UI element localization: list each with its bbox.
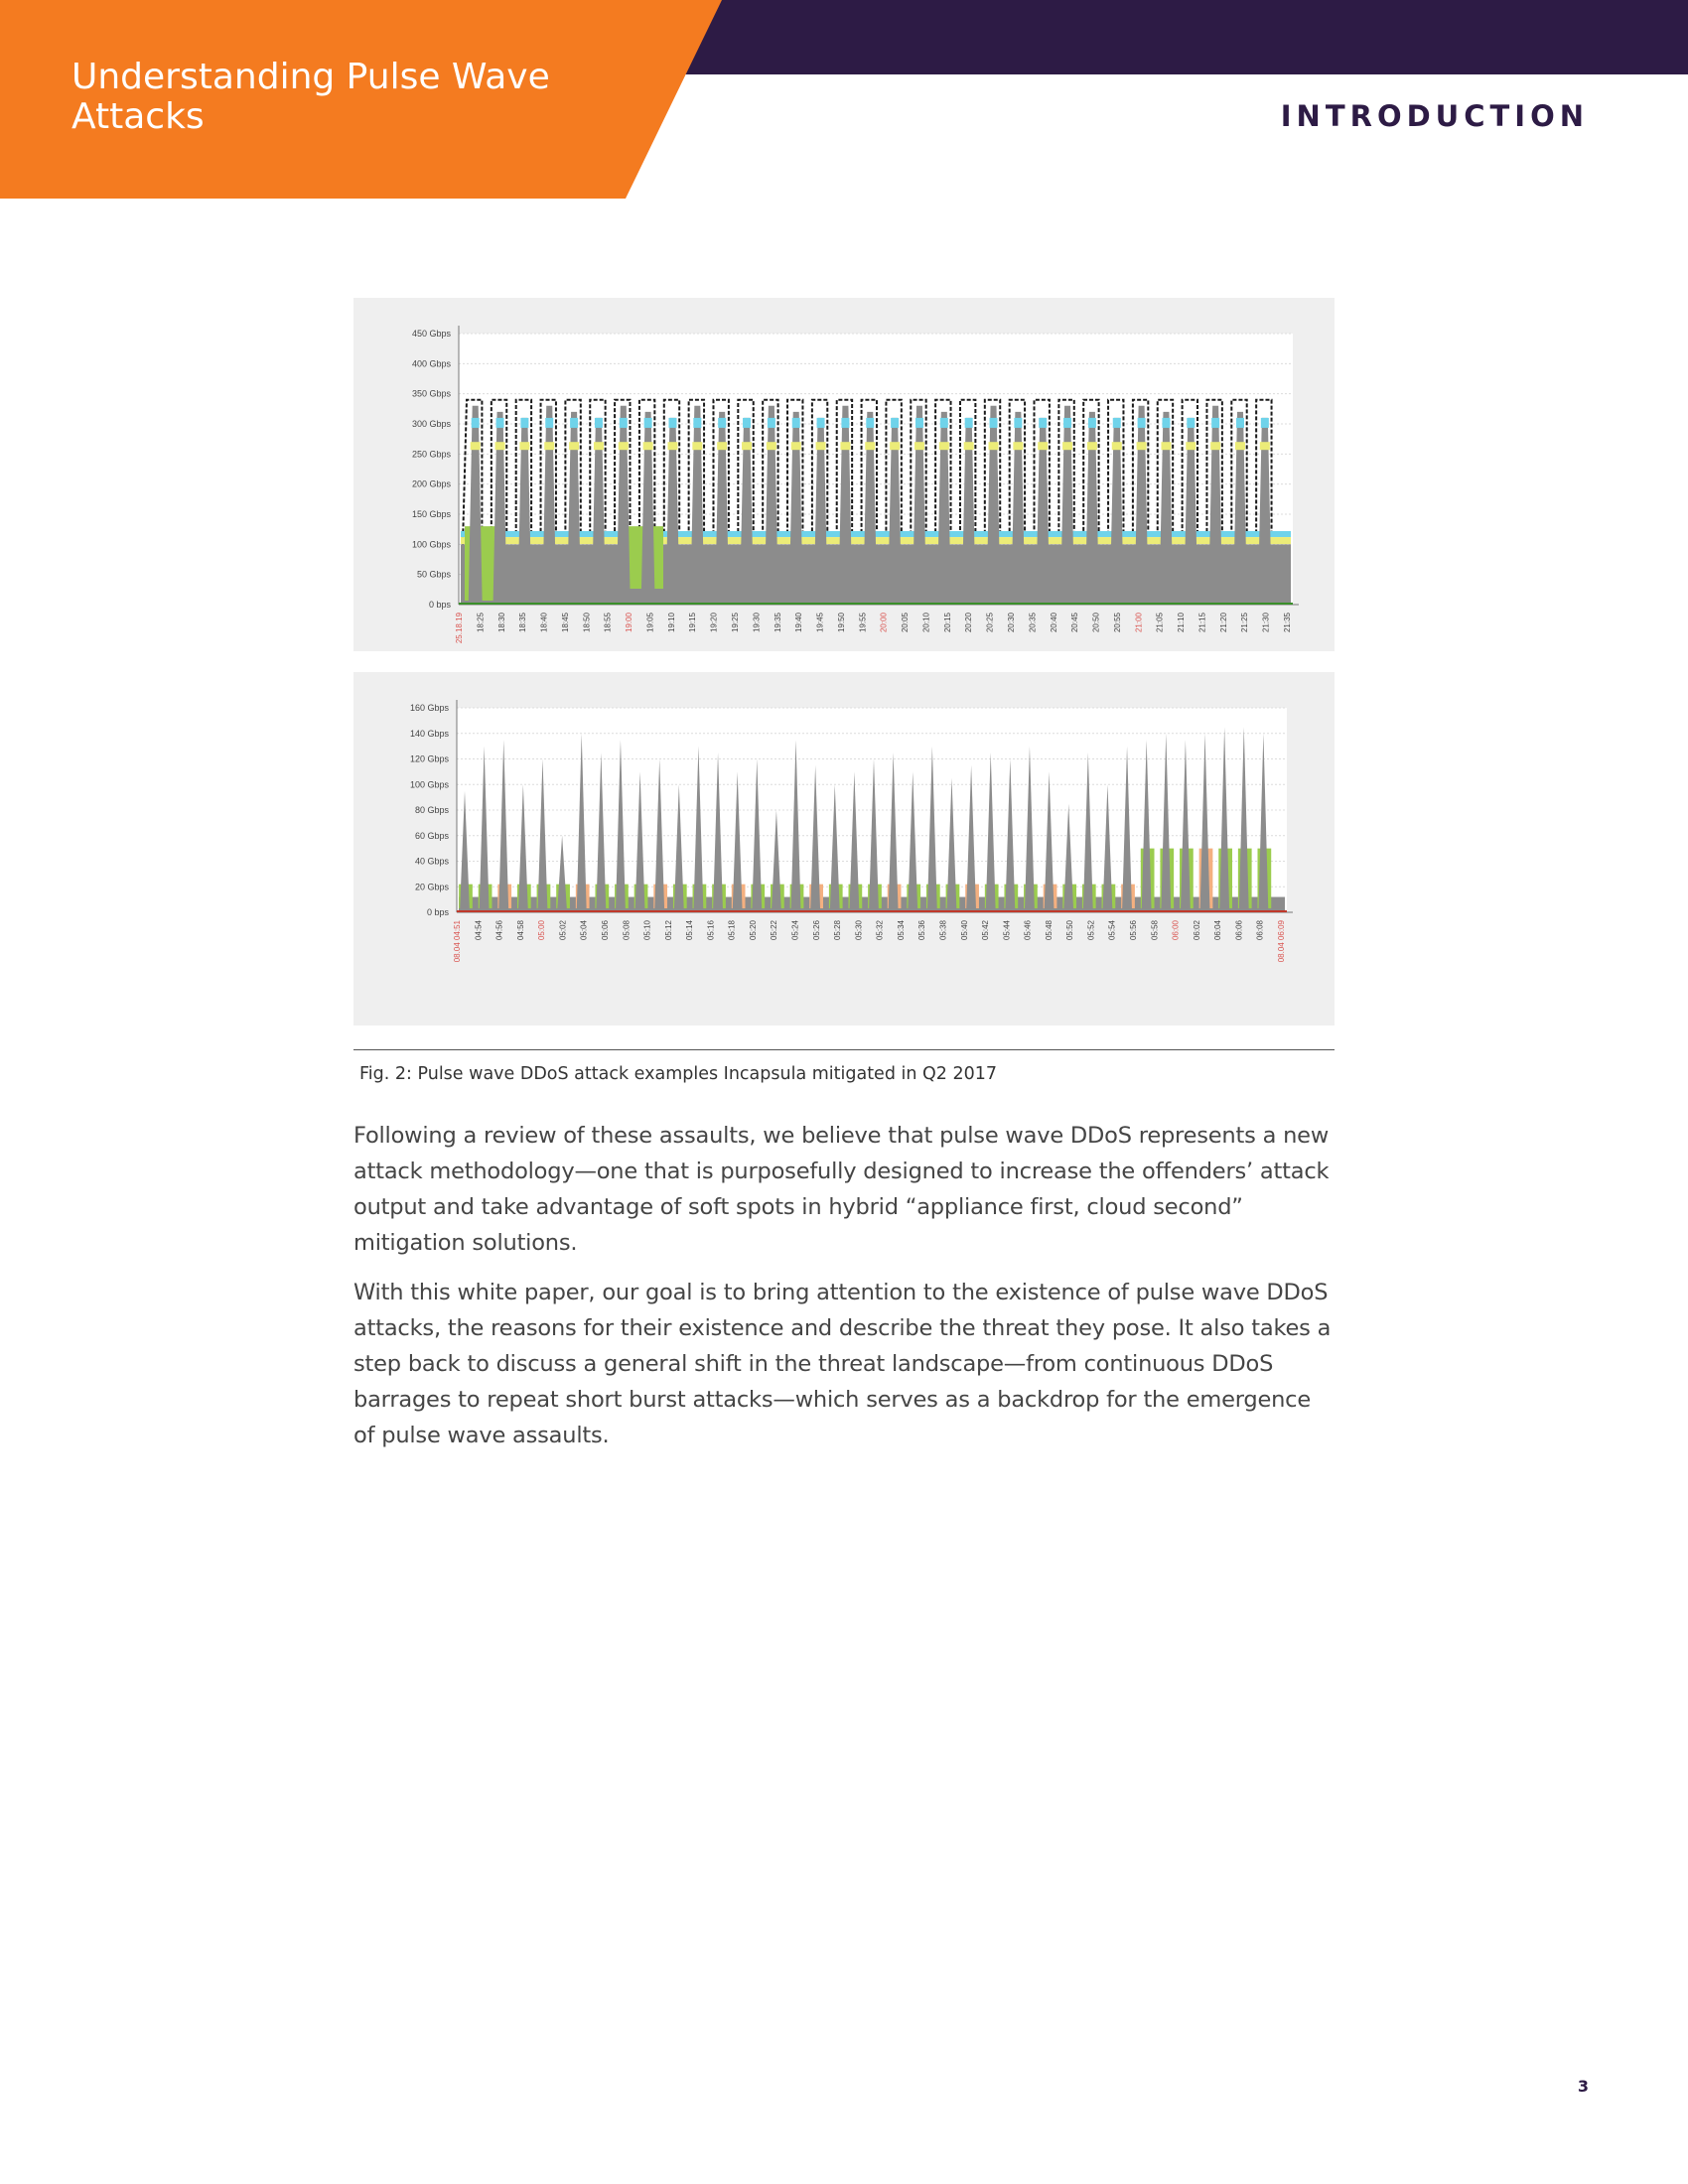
chart1-x-tick-label: 21:15 xyxy=(1197,613,1207,633)
chart2-x-tick-label: 05:50 xyxy=(1065,920,1075,941)
chart2-x-tick-label: 05:28 xyxy=(833,920,843,941)
chart1-pulse-yellow xyxy=(495,442,505,450)
chart1-pulse-cyan xyxy=(668,418,676,428)
chart1-pulse-yellow xyxy=(767,442,776,450)
chart1-x-tick-label: 19:20 xyxy=(709,613,719,633)
chart1-pulse-yellow xyxy=(890,442,900,450)
chart1-x-tick-label: 21:10 xyxy=(1177,613,1187,633)
chart1-x-tick-label: 21:00 xyxy=(1134,613,1144,633)
chart1-pulse-yellow xyxy=(742,442,752,450)
chart2-x-tick-label: 05:48 xyxy=(1044,920,1054,941)
chart1-pulse-yellow xyxy=(667,442,677,450)
chart1-x-tick-label: 19:00 xyxy=(625,613,634,633)
chart2-x-tick-label: 05:42 xyxy=(981,920,991,941)
chart1-pulse-yellow xyxy=(816,442,826,450)
chart1-x-tick-label: 20:30 xyxy=(1007,613,1016,633)
chart1-pulse-yellow xyxy=(471,442,481,450)
chart1-x-tick-label: 20:05 xyxy=(901,613,911,633)
chart1-y-tick-label: 400 Gbps xyxy=(411,358,451,369)
chart2-x-tick-label: 05:32 xyxy=(875,920,885,941)
chart2-x-tick-label: 06:00 xyxy=(1171,920,1181,941)
chart1-pulse-yellow xyxy=(643,442,653,450)
chart1-pulse-cyan xyxy=(792,418,800,428)
chart1-x-tick-label: 21:20 xyxy=(1218,613,1228,633)
chart1-x-tick-label: 18:50 xyxy=(582,613,592,633)
chart1-pulse-cyan xyxy=(1236,418,1244,428)
chart1-x-tick-label: 19:30 xyxy=(752,613,762,633)
chart1-pulse-yellow xyxy=(1161,442,1171,450)
pulse-chart-2 xyxy=(353,672,1335,1025)
chart1-pulse-yellow xyxy=(1137,442,1147,450)
chart1-y-tick-label: 0 bps xyxy=(428,600,451,610)
chart1-pulse-cyan xyxy=(768,418,775,428)
chart1-pulse-cyan xyxy=(940,418,948,428)
chart1-x-tick-label: 19:10 xyxy=(666,613,676,633)
chart1-x-tick-label: 19:55 xyxy=(858,613,868,633)
chart1-x-tick-label: 20:25 xyxy=(985,613,995,633)
chart1-y-tick-label: 350 Gbps xyxy=(411,388,451,399)
chart1-pulse-cyan xyxy=(693,418,701,428)
chart1-pulse-cyan xyxy=(718,418,726,428)
chart1-x-tick-label: 18:30 xyxy=(496,613,506,633)
chart1-pulse-yellow xyxy=(939,442,949,450)
chart2-y-tick-label: 140 Gbps xyxy=(409,728,449,739)
chart1-y-tick-label: 300 Gbps xyxy=(411,419,451,429)
chart1-x-tick-label: 18:45 xyxy=(560,613,570,633)
section-label: INTRODUCTION xyxy=(1280,99,1589,133)
chart1-x-tick-label: 19:35 xyxy=(773,613,782,633)
chart1-pulse-cyan xyxy=(965,418,973,428)
chart1-pulse-cyan xyxy=(1138,418,1146,428)
body-paragraph-1: Following a review of these assaults, we believe that pulse wave DDoS represents a new attack methodology—one that is purposefully designed to increase the offenders’ attack output and take advantage of soft spots in hybrid “appliance first, cloud second” mitigation solutions. xyxy=(353,1123,1330,1256)
chart1-pulse-yellow xyxy=(914,442,924,450)
chart1-pulse-yellow xyxy=(1260,442,1270,450)
chart2-x-tick-label: 05:06 xyxy=(600,920,610,941)
chart1-pulse-cyan xyxy=(1187,418,1195,428)
chart1-pulse-cyan xyxy=(1113,418,1121,428)
chart1-pulse-cyan xyxy=(866,418,874,428)
chart1-y-tick-label: 50 Gbps xyxy=(416,569,451,580)
chart2-x-tick-label: 05:18 xyxy=(727,920,737,941)
chart1-x-tick-label: 19:45 xyxy=(815,613,825,633)
chart2-x-tick-label: 04:54 xyxy=(474,920,484,941)
chart1-pulse-cyan xyxy=(472,418,480,428)
chart2-x-tick-label: 08.04 04:51 xyxy=(453,920,462,963)
chart2-x-tick-label: 05:46 xyxy=(1023,920,1033,941)
chart1-x-tick-label: 20:10 xyxy=(921,613,931,633)
chart1-x-tick-label: 19:40 xyxy=(794,613,804,633)
chart1-pulse-yellow xyxy=(964,442,974,450)
chart2-x-tick-label: 05:12 xyxy=(663,920,673,941)
chart-panel-2 xyxy=(353,672,1335,1025)
chart1-pulse-yellow xyxy=(619,442,629,450)
chart-panel-1 xyxy=(353,298,1335,651)
chart1-pulse-yellow xyxy=(1087,442,1097,450)
header-purple-band xyxy=(657,0,1688,74)
chart1-x-tick-label: 19:50 xyxy=(836,613,846,633)
chart2-x-tick-label: 04:58 xyxy=(515,920,525,941)
chart1-pulse-yellow xyxy=(519,442,529,450)
chart1-pulse-yellow xyxy=(1112,442,1122,450)
chart1-x-tick-label: 21:05 xyxy=(1155,613,1165,633)
document-title: Understanding Pulse Wave Attacks xyxy=(71,57,550,137)
chart2-y-tick-label: 40 Gbps xyxy=(414,856,449,867)
chart1-pulse-cyan xyxy=(990,418,998,428)
chart2-x-tick-label: 05:52 xyxy=(1086,920,1096,941)
chart1-x-tick-label: 19:15 xyxy=(688,613,698,633)
chart2-x-tick-label: 05:44 xyxy=(1002,920,1012,941)
chart1-y-tick-label: 150 Gbps xyxy=(411,509,451,519)
chart1-pulse-cyan xyxy=(570,418,578,428)
chart2-y-tick-label: 80 Gbps xyxy=(414,805,449,815)
chart1-pulse-yellow xyxy=(594,442,604,450)
chart1-pulse-yellow xyxy=(692,442,702,450)
chart2-x-tick-label: 05:40 xyxy=(959,920,969,941)
chart1-pulse-cyan xyxy=(620,418,628,428)
chart1-pulse-yellow xyxy=(1235,442,1245,450)
chart1-pulse-yellow xyxy=(1062,442,1072,450)
chart1-pulse-yellow xyxy=(840,442,850,450)
chart1-pulse-cyan xyxy=(817,418,825,428)
chart2-x-tick-label: 05:30 xyxy=(854,920,864,941)
chart2-x-tick-label: 06:08 xyxy=(1255,920,1265,941)
chart1-pulse-yellow xyxy=(791,442,801,450)
chart1-pulse-cyan xyxy=(1088,418,1096,428)
chart1-pulse-cyan xyxy=(1162,418,1170,428)
chart2-x-tick-label: 05:14 xyxy=(685,920,695,941)
chart1-x-tick-label: 18:35 xyxy=(518,613,528,633)
chart2-x-tick-label: 06:04 xyxy=(1213,920,1223,941)
chart2-x-tick-label: 08.04 06:09 xyxy=(1277,920,1286,963)
chart2-y-tick-label: 60 Gbps xyxy=(414,830,449,841)
chart1-x-tick-label: 19:25 xyxy=(731,613,740,633)
chart1-y-tick-label: 100 Gbps xyxy=(411,539,451,550)
chart1-pulse-yellow xyxy=(1013,442,1023,450)
chart1-x-tick-label: 20:15 xyxy=(942,613,952,633)
chart1-y-tick-label: 250 Gbps xyxy=(411,449,451,460)
chart2-y-tick-label: 120 Gbps xyxy=(409,753,449,764)
chart1-pulse-cyan xyxy=(520,418,528,428)
chart2-x-tick-label: 05:20 xyxy=(748,920,758,941)
chart2-x-tick-label: 05:00 xyxy=(537,920,547,941)
chart2-x-tick-label: 06:06 xyxy=(1234,920,1244,941)
chart2-y-tick-label: 20 Gbps xyxy=(414,882,449,892)
chart1-y-tick-label: 450 Gbps xyxy=(411,329,451,339)
chart2-x-tick-label: 05:36 xyxy=(917,920,927,941)
pulse-chart-1 xyxy=(353,298,1335,651)
chart1-pulse-yellow xyxy=(865,442,875,450)
chart1-pulse-yellow xyxy=(1210,442,1220,450)
chart2-x-tick-label: 05:02 xyxy=(558,920,568,941)
chart1-pulse-cyan xyxy=(1211,418,1219,428)
chart1-pulse-cyan xyxy=(743,418,751,428)
chart2-x-tick-label: 06:02 xyxy=(1192,920,1201,941)
chart1-pulse-cyan xyxy=(1014,418,1022,428)
chart1-pulse-yellow xyxy=(544,442,554,450)
chart2-x-tick-label: 05:54 xyxy=(1107,920,1117,941)
chart2-y-tick-label: 100 Gbps xyxy=(409,779,449,790)
chart1-pulse-cyan xyxy=(1063,418,1071,428)
chart1-pulse-yellow xyxy=(717,442,727,450)
chart2-x-tick-label: 05:08 xyxy=(622,920,632,941)
chart2-x-tick-label: 04:56 xyxy=(494,920,504,941)
chart1-pulse-yellow xyxy=(989,442,999,450)
chart2-x-tick-label: 05:04 xyxy=(579,920,589,941)
chart1-x-tick-label: 21:25 xyxy=(1240,613,1250,633)
chart1-pulse-cyan xyxy=(545,418,553,428)
chart1-pulse-yellow xyxy=(569,442,579,450)
chart1-pulse-cyan xyxy=(915,418,923,428)
chart1-x-tick-label: 18:55 xyxy=(603,613,613,633)
chart2-y-tick-label: 0 bps xyxy=(426,907,449,917)
chart1-x-tick-label: 21:35 xyxy=(1283,613,1292,633)
body-paragraph-2: With this white paper, our goal is to bring attention to the existence of pulse wave DDoS attacks, the reasons for their existence and describe the threat they pose. It also takes a step back to discuss a general shift in the threat landscape—from continuous DDoS barrages to repeat short burst attacks—which serves as a backdrop for the emergence of pulse wave assaults. xyxy=(353,1280,1332,1448)
chart1-y-tick-label: 200 Gbps xyxy=(411,478,451,489)
chart1-x-tick-label: 25.18.19 xyxy=(455,613,464,644)
chart1-x-tick-label: 18:40 xyxy=(539,613,549,633)
chart1-pulse-cyan xyxy=(1261,418,1269,428)
chart1-x-tick-label: 21:30 xyxy=(1261,613,1271,633)
chart1-x-tick-label: 20:55 xyxy=(1112,613,1122,633)
chart1-pulse-cyan xyxy=(644,418,652,428)
chart2-x-tick-label: 05:56 xyxy=(1129,920,1139,941)
chart2-x-tick-label: 05:26 xyxy=(811,920,821,941)
chart1-pulse-cyan xyxy=(496,418,504,428)
chart2-x-tick-label: 05:10 xyxy=(642,920,652,941)
chart1-x-tick-label: 18:25 xyxy=(476,613,486,633)
page-number: 3 xyxy=(1577,2077,1589,2096)
chart2-x-tick-label: 05:38 xyxy=(938,920,948,941)
chart1-pulse-cyan xyxy=(841,418,849,428)
chart1-x-tick-label: 20:45 xyxy=(1070,613,1080,633)
chart1-pulse-yellow xyxy=(1038,442,1048,450)
chart1-x-tick-label: 20:35 xyxy=(1028,613,1038,633)
figure-caption: Fig. 2: Pulse wave DDoS attack examples Incapsula mitigated in Q2 2017 xyxy=(359,1064,998,1084)
figure-divider xyxy=(353,1049,1335,1050)
chart1-pulse-yellow xyxy=(1186,442,1196,450)
chart2-x-tick-label: 05:22 xyxy=(770,920,779,941)
chart1-x-tick-label: 20:00 xyxy=(879,613,889,633)
chart2-x-tick-label: 05:24 xyxy=(790,920,800,941)
chart1-pulse-cyan xyxy=(891,418,899,428)
chart1-x-tick-label: 20:50 xyxy=(1091,613,1101,633)
chart2-x-tick-label: 05:34 xyxy=(896,920,906,941)
chart1-x-tick-label: 20:40 xyxy=(1049,613,1058,633)
chart1-pulse-cyan xyxy=(595,418,603,428)
chart1-pulse-cyan xyxy=(1039,418,1047,428)
chart1-x-tick-label: 20:20 xyxy=(964,613,974,633)
chart2-y-tick-label: 160 Gbps xyxy=(409,703,449,713)
chart1-x-tick-label: 19:05 xyxy=(645,613,655,633)
chart2-x-tick-label: 05:58 xyxy=(1150,920,1160,941)
chart2-x-tick-label: 05:16 xyxy=(706,920,716,941)
